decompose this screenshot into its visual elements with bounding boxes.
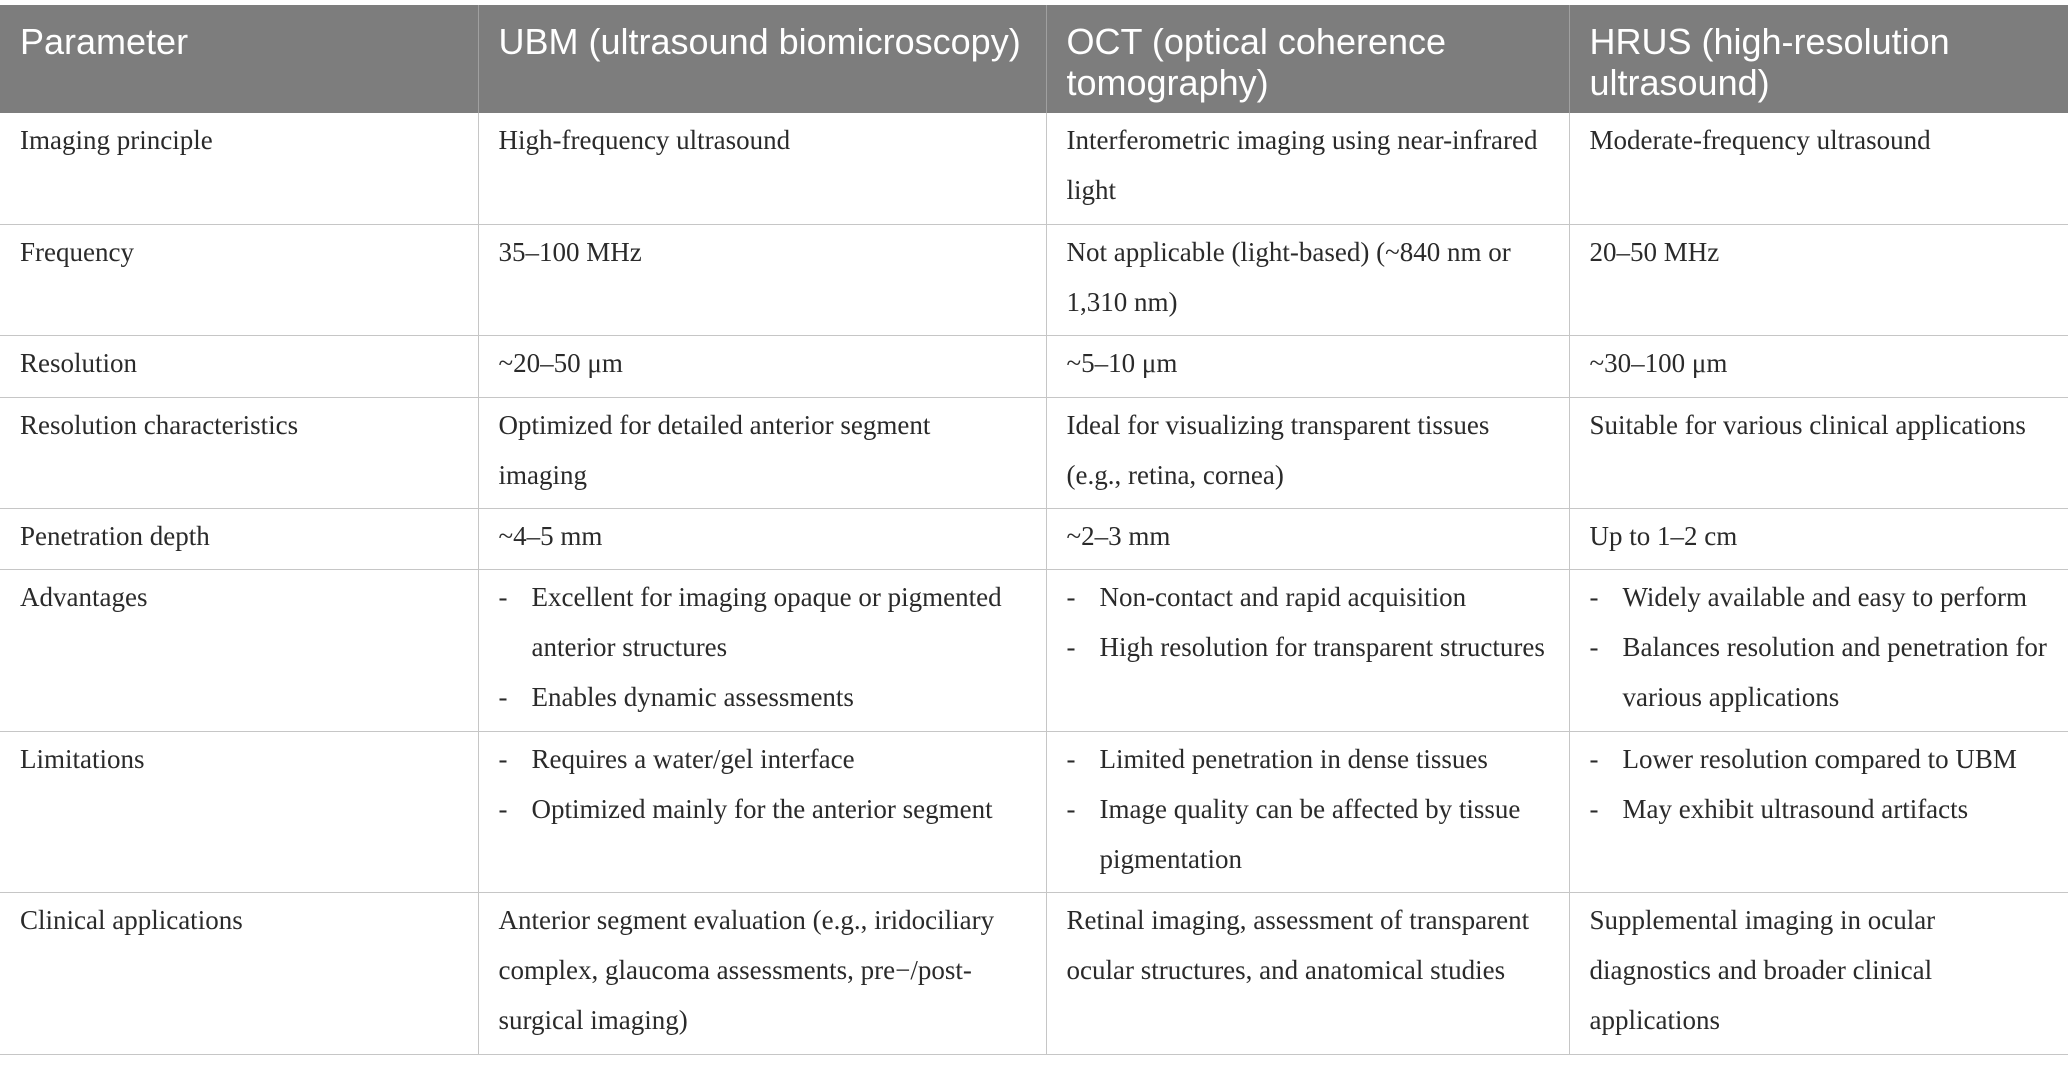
cell-oct: Retinal imaging, assessment of transparent ocular structures, and anatomical studies <box>1046 892 1569 1054</box>
table-row <box>0 569 2068 731</box>
list-item-text: Lower resolution compared to UBM <box>1622 743 2017 774</box>
cell-oct <box>1046 569 1569 731</box>
dash-bullet: - <box>1066 793 1076 824</box>
bullet-list <box>1590 734 2049 834</box>
dash-bullet: - <box>1066 743 1076 774</box>
list-item <box>499 784 1026 834</box>
table-header <box>0 5 2068 113</box>
header-oct: OCT (optical coherence tomography) <box>1046 5 1569 113</box>
cell-hrus: 20–50 MHz <box>1569 224 2068 335</box>
cell-parameter: Frequency <box>0 224 478 335</box>
table-row <box>0 508 2068 569</box>
bullet-list <box>1590 572 2049 722</box>
dash-bullet: - <box>1066 581 1076 612</box>
dash-bullet: - <box>1589 743 1599 774</box>
cell-ubm: 35–100 MHz <box>478 224 1046 335</box>
cell-hrus <box>1569 569 2068 731</box>
table-row <box>0 892 2068 1054</box>
cell-parameter: Limitations <box>0 731 478 892</box>
dash-bullet: - <box>1589 793 1599 824</box>
comparison-table <box>0 5 2068 1055</box>
list-item-text: High resolution for transparent structures <box>1099 631 1545 662</box>
cell-ubm: ~20–50 μm <box>478 335 1046 397</box>
dash-bullet: - <box>498 793 508 824</box>
list-item <box>499 672 1026 722</box>
cell-oct <box>1046 731 1569 892</box>
list-item <box>499 572 1026 672</box>
table-row <box>0 113 2068 224</box>
cell-oct: Ideal for visualizing transparent tissues (e.g., retina, cornea) <box>1046 397 1569 508</box>
list-item-text: Requires a water/gel interface <box>531 743 855 774</box>
cell-parameter: Penetration depth <box>0 508 478 569</box>
cell-parameter: Clinical applications <box>0 892 478 1054</box>
cell-hrus: Up to 1–2 cm <box>1569 508 2068 569</box>
cell-ubm: Anterior segment evaluation (e.g., iridociliary complex, glaucoma assessments, pre−/post-surgical imaging) <box>478 892 1046 1054</box>
header-parameter: Parameter <box>0 5 478 113</box>
list-item-text: May exhibit ultrasound artifacts <box>1622 793 1969 824</box>
header-hrus: HRUS (high-resolution ultrasound) <box>1569 5 2068 113</box>
list-item <box>1067 572 1549 622</box>
cell-oct: Interferometric imaging using near-infrared light <box>1046 113 1569 224</box>
cell-ubm: ~4–5 mm <box>478 508 1046 569</box>
list-item-text: Image quality can be affected by tissue pigmentation <box>1099 793 1521 874</box>
header-row <box>0 5 2068 113</box>
dash-bullet: - <box>498 581 508 612</box>
cell-oct: Not applicable (light-based) (~840 nm or 1,310 nm) <box>1046 224 1569 335</box>
dash-bullet: - <box>498 743 508 774</box>
list-item-text: Optimized mainly for the anterior segment <box>531 793 993 824</box>
table-row <box>0 397 2068 508</box>
cell-ubm <box>478 731 1046 892</box>
table-row <box>0 224 2068 335</box>
cell-parameter: Advantages <box>0 569 478 731</box>
cell-ubm: Optimized for detailed anterior segment imaging <box>478 397 1046 508</box>
table-row <box>0 335 2068 397</box>
list-item-text: Non-contact and rapid acquisition <box>1099 581 1467 612</box>
bullet-list <box>1067 734 1549 884</box>
list-item <box>1067 784 1549 884</box>
table-body <box>0 113 2068 1054</box>
cell-ubm <box>478 569 1046 731</box>
list-item <box>1067 622 1549 672</box>
cell-hrus: Moderate-frequency ultrasound <box>1569 113 2068 224</box>
dash-bullet: - <box>1066 631 1076 662</box>
list-item-text: Enables dynamic assessments <box>531 681 854 712</box>
cell-hrus: Supplemental imaging in ocular diagnostics and broader clinical applications <box>1569 892 2068 1054</box>
cell-ubm: High-frequency ultrasound <box>478 113 1046 224</box>
cell-oct: ~2–3 mm <box>1046 508 1569 569</box>
list-item <box>1590 784 2049 834</box>
list-item <box>1590 572 2049 622</box>
dash-bullet: - <box>498 681 508 712</box>
bullet-list <box>499 734 1026 834</box>
cell-parameter: Imaging principle <box>0 113 478 224</box>
list-item-text: Widely available and easy to perform <box>1622 581 2027 612</box>
cell-hrus <box>1569 731 2068 892</box>
cell-parameter: Resolution characteristics <box>0 397 478 508</box>
cell-hrus: ~30–100 μm <box>1569 335 2068 397</box>
header-ubm: UBM (ultrasound biomicroscopy) <box>478 5 1046 113</box>
list-item <box>1590 734 2049 784</box>
bullet-list <box>499 572 1026 722</box>
list-item <box>499 734 1026 784</box>
cell-oct: ~5–10 μm <box>1046 335 1569 397</box>
list-item-text: Balances resolution and penetration for various applications <box>1622 631 2047 712</box>
list-item-text: Excellent for imaging opaque or pigmented anterior structures <box>531 581 1002 662</box>
list-item <box>1067 734 1549 784</box>
table-row <box>0 731 2068 892</box>
dash-bullet: - <box>1589 581 1599 612</box>
cell-hrus: Suitable for various clinical applications <box>1569 397 2068 508</box>
bullet-list <box>1067 572 1549 672</box>
list-item <box>1590 622 2049 722</box>
cell-parameter: Resolution <box>0 335 478 397</box>
dash-bullet: - <box>1589 631 1599 662</box>
list-item-text: Limited penetration in dense tissues <box>1099 743 1488 774</box>
